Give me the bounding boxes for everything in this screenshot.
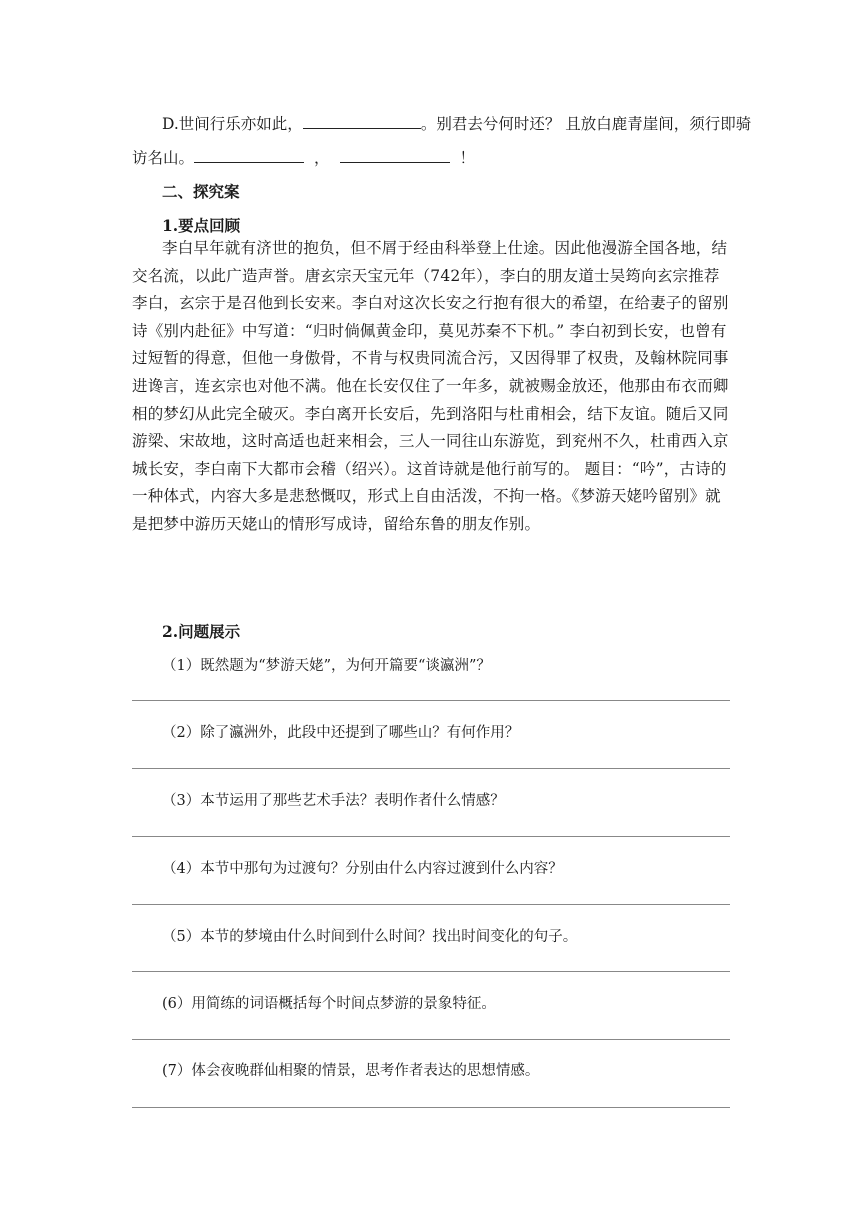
- review-paragraph: 李白早年就有济世的抱负，但不屑于经由科举登上仕途。因此他漫游全国各地，结交名流，以此广造声誉。唐玄宗天宝元年（742年），李白的朋友道士吴筠向玄宗推荐李白，玄宗于是召他到长安来。李白对这次长安之行抱有很大的希望，在给妻子的留别诗《别内赴征》中写道：“归时倘佩黄金印，莫见苏秦不下机。” 李白初到长安，也曾有过短暂的得意，但他一身傲骨，不肯与权贵同流合污，又因得罪了权贵，及翰林院同事进谗言，连玄宗也对他不满。他在长安仅住了一年多，就被赐金放还，他那由布衣而卿相的梦幻从此完全破灭。李白离开长安后，先到洛阳与杜甫相会，结下友谊。随后又同游梁、宋故地，这时高适也赶来相会，三人一同往山东游览，到兖州不久，杜甫西入京城长安，李白南下大都市会稽（绍兴）。这首诗就是他行前写的。 题目：“吟”，古诗的一种体式，内容大多是悲愁慨叹，形式上自由活泼，不拘一格。《梦游天姥吟留别》就是把梦中游历天姥山的情形写成诗，留给东鲁的朋友作别。: [132, 239, 729, 533]
- question-4: （4）本节中那句为过渡句？分别由什么内容过渡到什么内容？: [162, 861, 563, 877]
- problems-heading: 2.问题展示: [162, 622, 241, 641]
- answer-line-1[interactable]: [132, 700, 730, 701]
- fill-blank-3[interactable]: [340, 148, 450, 163]
- section-d-line-1: [162, 112, 751, 134]
- section-d-line-2: [132, 146, 475, 168]
- question-7: (7）体会夜晚群仙相聚的情景，思考作者表达的思想情感。: [162, 1063, 540, 1079]
- question-6: (6）用简练的词语概括每个时间点梦游的景象特征。: [162, 996, 496, 1012]
- section-d-line2-sep: ，: [314, 149, 330, 167]
- answer-line-5[interactable]: [132, 971, 730, 972]
- section-d-line2-prefix: 访名山。: [132, 149, 195, 167]
- fill-blank-2[interactable]: [194, 148, 304, 163]
- question-2: （2）除了瀛洲外，此段中还提到了哪些山？有何作用？: [162, 725, 520, 741]
- answer-line-3[interactable]: [132, 836, 730, 837]
- question-1: （1）既然题为“梦游天姥”，为何开篇要“谈瀛洲”？: [162, 658, 491, 674]
- question-3: （3）本节运用了那些艺术手法？表明作者什么情感？: [162, 793, 505, 809]
- answer-line-6[interactable]: [132, 1039, 730, 1040]
- answer-line-2[interactable]: [132, 768, 730, 769]
- answer-line-7[interactable]: [132, 1107, 730, 1108]
- answer-line-4[interactable]: [132, 904, 730, 905]
- section-d-line1-mid: 。别君去兮何时还？ 且放白鹿青崖间，须行即骑: [420, 115, 752, 133]
- section-d-line2-end: ！: [459, 149, 476, 167]
- section-2-heading: 二、探究案: [162, 182, 240, 201]
- fill-blank-1[interactable]: [303, 114, 421, 129]
- question-5: （5）本节的梦境由什么时间到什么时间？找出时间变化的句子。: [162, 929, 578, 945]
- review-heading: 1.要点回顾: [162, 216, 241, 235]
- section-d-line1-prefix: D.世间行乐亦如此，: [162, 115, 303, 133]
